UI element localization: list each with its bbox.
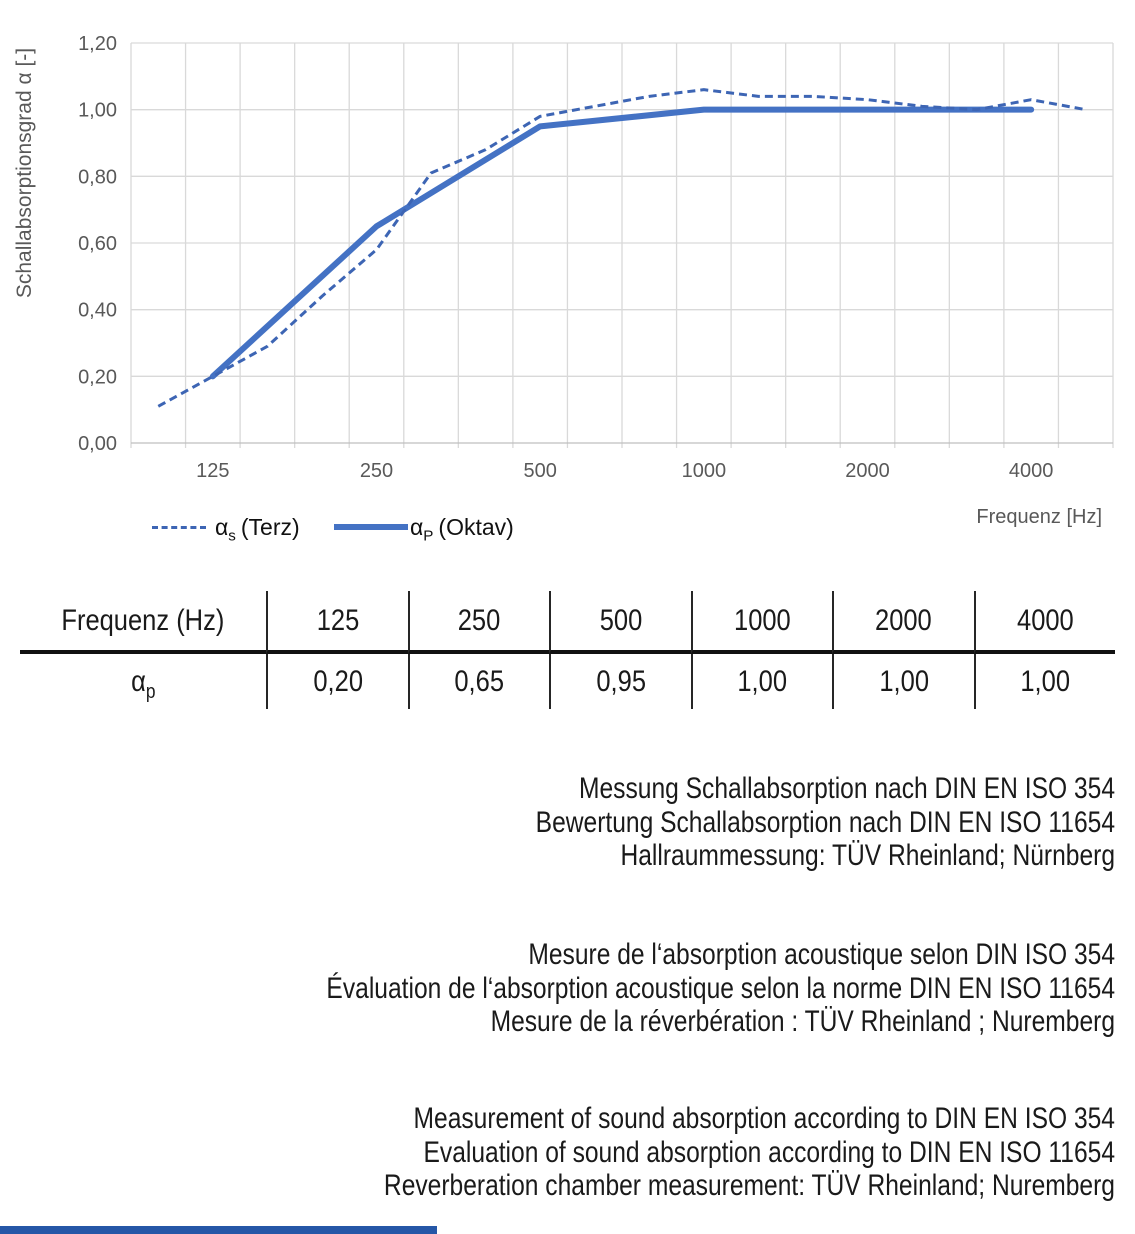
table-header-1000: 1000 — [691, 591, 833, 654]
legend-label-terz-text: (Terz) — [240, 513, 300, 540]
note-line: Evaluation of sound absorption according to DIN EN ISO 11654 — [423, 1135, 1115, 1169]
table-header-frequency: Frequenz (Hz) — [20, 591, 266, 654]
y-tick-label: 0,80 — [78, 166, 117, 189]
table-header-4000: 4000 — [974, 591, 1116, 654]
legend-label-terz — [215, 513, 300, 545]
table-value-250: 0,65 — [408, 654, 550, 709]
alpha-symbol: α — [215, 513, 229, 540]
legend-item-oktav — [334, 512, 514, 545]
table-value-125: 0,20 — [266, 654, 408, 709]
table-value-4000: 1,00 — [974, 654, 1116, 709]
legend-label-oktav — [410, 513, 514, 545]
x-axis-title: Frequenz [Hz] — [976, 506, 1102, 528]
sound-absorption-chart — [0, 0, 1135, 500]
legend-item-terz — [152, 512, 300, 545]
bottom-accent-bar — [0, 1226, 437, 1234]
y-axis-title: Schallabsorptionsgrad α [-] — [13, 47, 36, 299]
x-tick-label: 1000 — [681, 460, 727, 482]
note-line: Measurement of sound absorption according to DIN EN ISO 354 — [413, 1102, 1115, 1135]
x-tick-label: 2000 — [845, 460, 890, 482]
x-tick-label: 250 — [359, 460, 394, 482]
absorption-table — [20, 591, 1115, 709]
table-value-500: 0,95 — [549, 654, 691, 709]
x-tick-label: 500 — [523, 460, 557, 482]
note-line: Mesure de la réverbération : TÜV Rheinland ; Nuremberg — [490, 1005, 1115, 1038]
note-line: Bewertung Schallabsorption nach DIN EN ISO 11654 — [535, 805, 1115, 839]
alpha-symbol: α — [410, 513, 424, 540]
y-tick-label: 0,40 — [78, 299, 117, 322]
note-line: Évaluation de l‘absorption acoustique selon la norme DIN EN ISO 11654 — [326, 971, 1115, 1005]
notes-english — [15, 1102, 1115, 1203]
table-header-250: 250 — [408, 591, 550, 654]
table-value-2000: 1,00 — [832, 654, 974, 709]
y-tick-label: 0,60 — [78, 233, 117, 255]
alpha-subscript: P — [423, 527, 434, 545]
table-header-125: 125 — [266, 591, 408, 654]
x-tick-label: 4000 — [1008, 460, 1054, 482]
y-tick-label: 0,20 — [78, 366, 117, 389]
table-value-1000: 1,00 — [691, 654, 833, 709]
note-line: Messung Schallabsorption nach DIN EN ISO 354 — [578, 772, 1115, 805]
x-tick-label: 125 — [196, 460, 230, 482]
y-tick-label: 1,00 — [78, 99, 117, 122]
notes-german — [15, 772, 1115, 873]
y-tick-label: 0,00 — [78, 433, 117, 455]
oktav-solid-line-swatch — [334, 524, 408, 530]
table-header-500: 500 — [549, 591, 691, 654]
note-line: Hallraummessung: TÜV Rheinland; Nürnberg — [620, 839, 1115, 872]
table-header-2000: 2000 — [832, 591, 974, 654]
note-line: Mesure de l‘absorption acoustique selon DIN ISO 354 — [528, 938, 1115, 971]
alpha-subscript: s — [228, 527, 236, 545]
legend-label-oktav-text: (Oktav) — [438, 513, 514, 540]
terz-dashed-line-swatch — [152, 526, 206, 529]
notes-french — [15, 938, 1115, 1039]
table-row-label-alpha-p: $\alpha_p$ — [130, 664, 156, 703]
note-line: Reverberation chamber measurement: TÜV Rheinland; Nuremberg — [383, 1169, 1115, 1202]
y-tick-label: 1,20 — [78, 33, 117, 55]
